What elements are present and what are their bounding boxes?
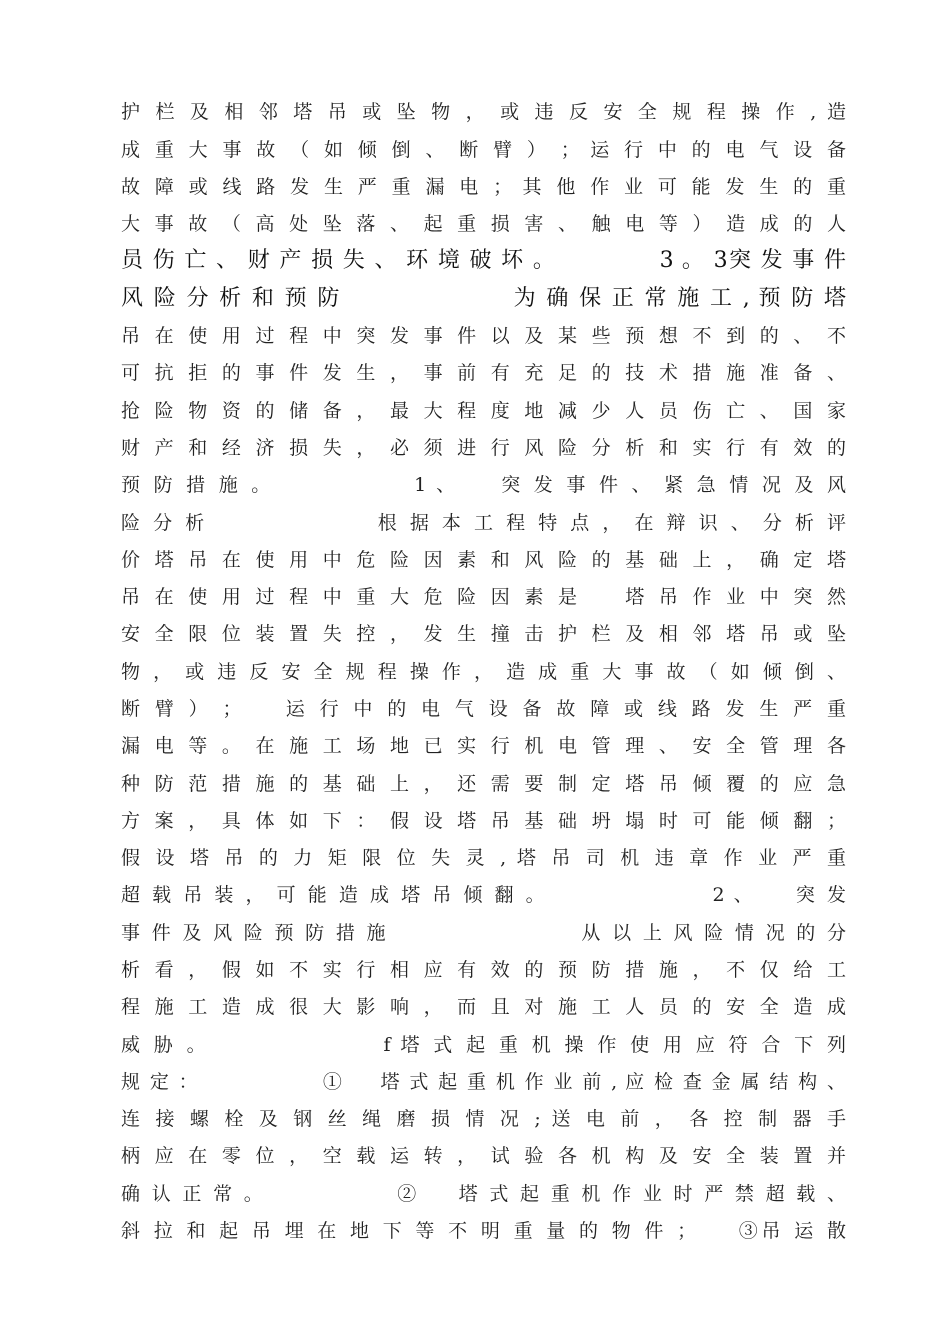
text-line: 威 胁 。 f 塔 式 起 重 机 操 作 使 用 应 符 合 下 列 (121, 1034, 846, 1056)
text-line: 价 塔 吊 在 使 用 中 危 险 因 素 和 风 险 的 基 础 上 ， 确 定 塔 (121, 549, 846, 571)
text-line: 故 障 或 线 路 发 生 严 重 漏 电 ； 其 他 作 业 可 能 发 生 的 重 (121, 176, 846, 198)
text-line: 规 定 ： ① 塔 式 起 重 机 作 业 前 , 应 检 查 金 属 结 构 、 (121, 1071, 846, 1093)
text-line: 护 栏 及 相 邻 塔 吊 或 坠 物 ， 或 违 反 安 全 规 程 操 作 , 造 (121, 101, 846, 123)
text-line: 柄 应 在 零 位 ， 空 载 运 转 ， 试 验 各 机 构 及 安 全 装 置 并 (121, 1145, 846, 1167)
text-line: 连 接 螺 栓 及 钢 丝 绳 磨 损 情 况 ; 送 电 前 ， 各 控 制 器 手 (121, 1108, 846, 1130)
text-line: 物 ， 或 违 反 安 全 规 程 操 作 ， 造 成 重 大 事 故 （ 如 倾 倒 、 (121, 661, 846, 683)
section-heading-line: 风 险 分 析 和 预 防 为 确 保 正 常 施 工 , 预 防 塔 (121, 286, 846, 311)
text-line: 险 分 析 根 据 本 工 程 特 点 ， 在 辩 识 、 分 析 评 (121, 512, 846, 534)
text-line: 斜 拉 和 起 吊 埋 在 地 下 等 不 明 重 量 的 物 件 ； ③吊 运 散 (121, 1220, 846, 1242)
text-line: 安 全 限 位 装 置 失 控 ， 发 生 撞 击 护 栏 及 相 邻 塔 吊 或 坠 (121, 623, 846, 645)
text-line: 预 防 措 施 。 1 、 突 发 事 件 、 紧 急 情 况 及 风 (121, 474, 846, 496)
text-line: 确 认 正 常 。 ② 塔 式 起 重 机 作 业 时 严 禁 超 载 、 (121, 1183, 846, 1205)
text-line: 种 防 范 措 施 的 基 础 上 ， 还 需 要 制 定 塔 吊 倾 覆 的 应 急 (121, 773, 846, 795)
text-line-with-section-heading: 员 伤 亡 、 财 产 损 失 、 环 境 破 坏 。 3 。 3突 发 事 件 (121, 248, 846, 273)
text-line: 程 施 工 造 成 很 大 影 响 ， 而 且 对 施 工 人 员 的 安 全 造 成 (121, 996, 846, 1018)
text-line: 吊 在 使 用 过 程 中 突 发 事 件 以 及 某 些 预 想 不 到 的 、 不 (121, 325, 846, 347)
text-line: 可 抗 拒 的 事 件 发 生 ， 事 前 有 充 足 的 技 术 措 施 准 备 、 (121, 362, 846, 384)
text-line: 漏 电 等 。 在 施 工 场 地 已 实 行 机 电 管 理 、 安 全 管 理 各 (121, 735, 846, 757)
text-line: 假 设 塔 吊 的 力 矩 限 位 失 灵 , 塔 吊 司 机 违 章 作 业 严 重 (121, 847, 846, 869)
text-line: 成 重 大 事 故 （ 如 倾 倒 、 断 臂 ） ； 运 行 中 的 电 气 设 备 (121, 139, 846, 161)
text-line: 吊 在 使 用 过 程 中 重 大 危 险 因 素 是 塔 吊 作 业 中 突 然 (121, 586, 846, 608)
text-line: 抢 险 物 资 的 储 备 ， 最 大 程 度 地 减 少 人 员 伤 亡 、 国 家 (121, 400, 846, 422)
text-line: 断 臂 ） ； 运 行 中 的 电 气 设 备 故 障 或 线 路 发 生 严 重 (121, 698, 846, 720)
text-line: 财 产 和 经 济 损 失 ， 必 须 进 行 风 险 分 析 和 实 行 有 效 的 (121, 437, 846, 459)
text-line: 超 载 吊 装 ， 可 能 造 成 塔 吊 倾 翻 。 2 、 突 发 (121, 884, 846, 906)
text-line: 析 看 ， 假 如 不 实 行 相 应 有 效 的 预 防 措 施 ， 不 仅 给 工 (121, 959, 846, 981)
text-line: 方 案 ， 具 体 如 下 ： 假 设 塔 吊 基 础 坍 塌 时 可 能 倾 翻 ； (121, 810, 846, 832)
text-line: 事 件 及 风 险 预 防 措 施 从 以 上 风 险 情 况 的 分 (121, 922, 846, 944)
text-line: 大 事 故 （ 高 处 坠 落 、 起 重 损 害 、 触 电 等 ） 造 成 的 人 (121, 213, 846, 235)
